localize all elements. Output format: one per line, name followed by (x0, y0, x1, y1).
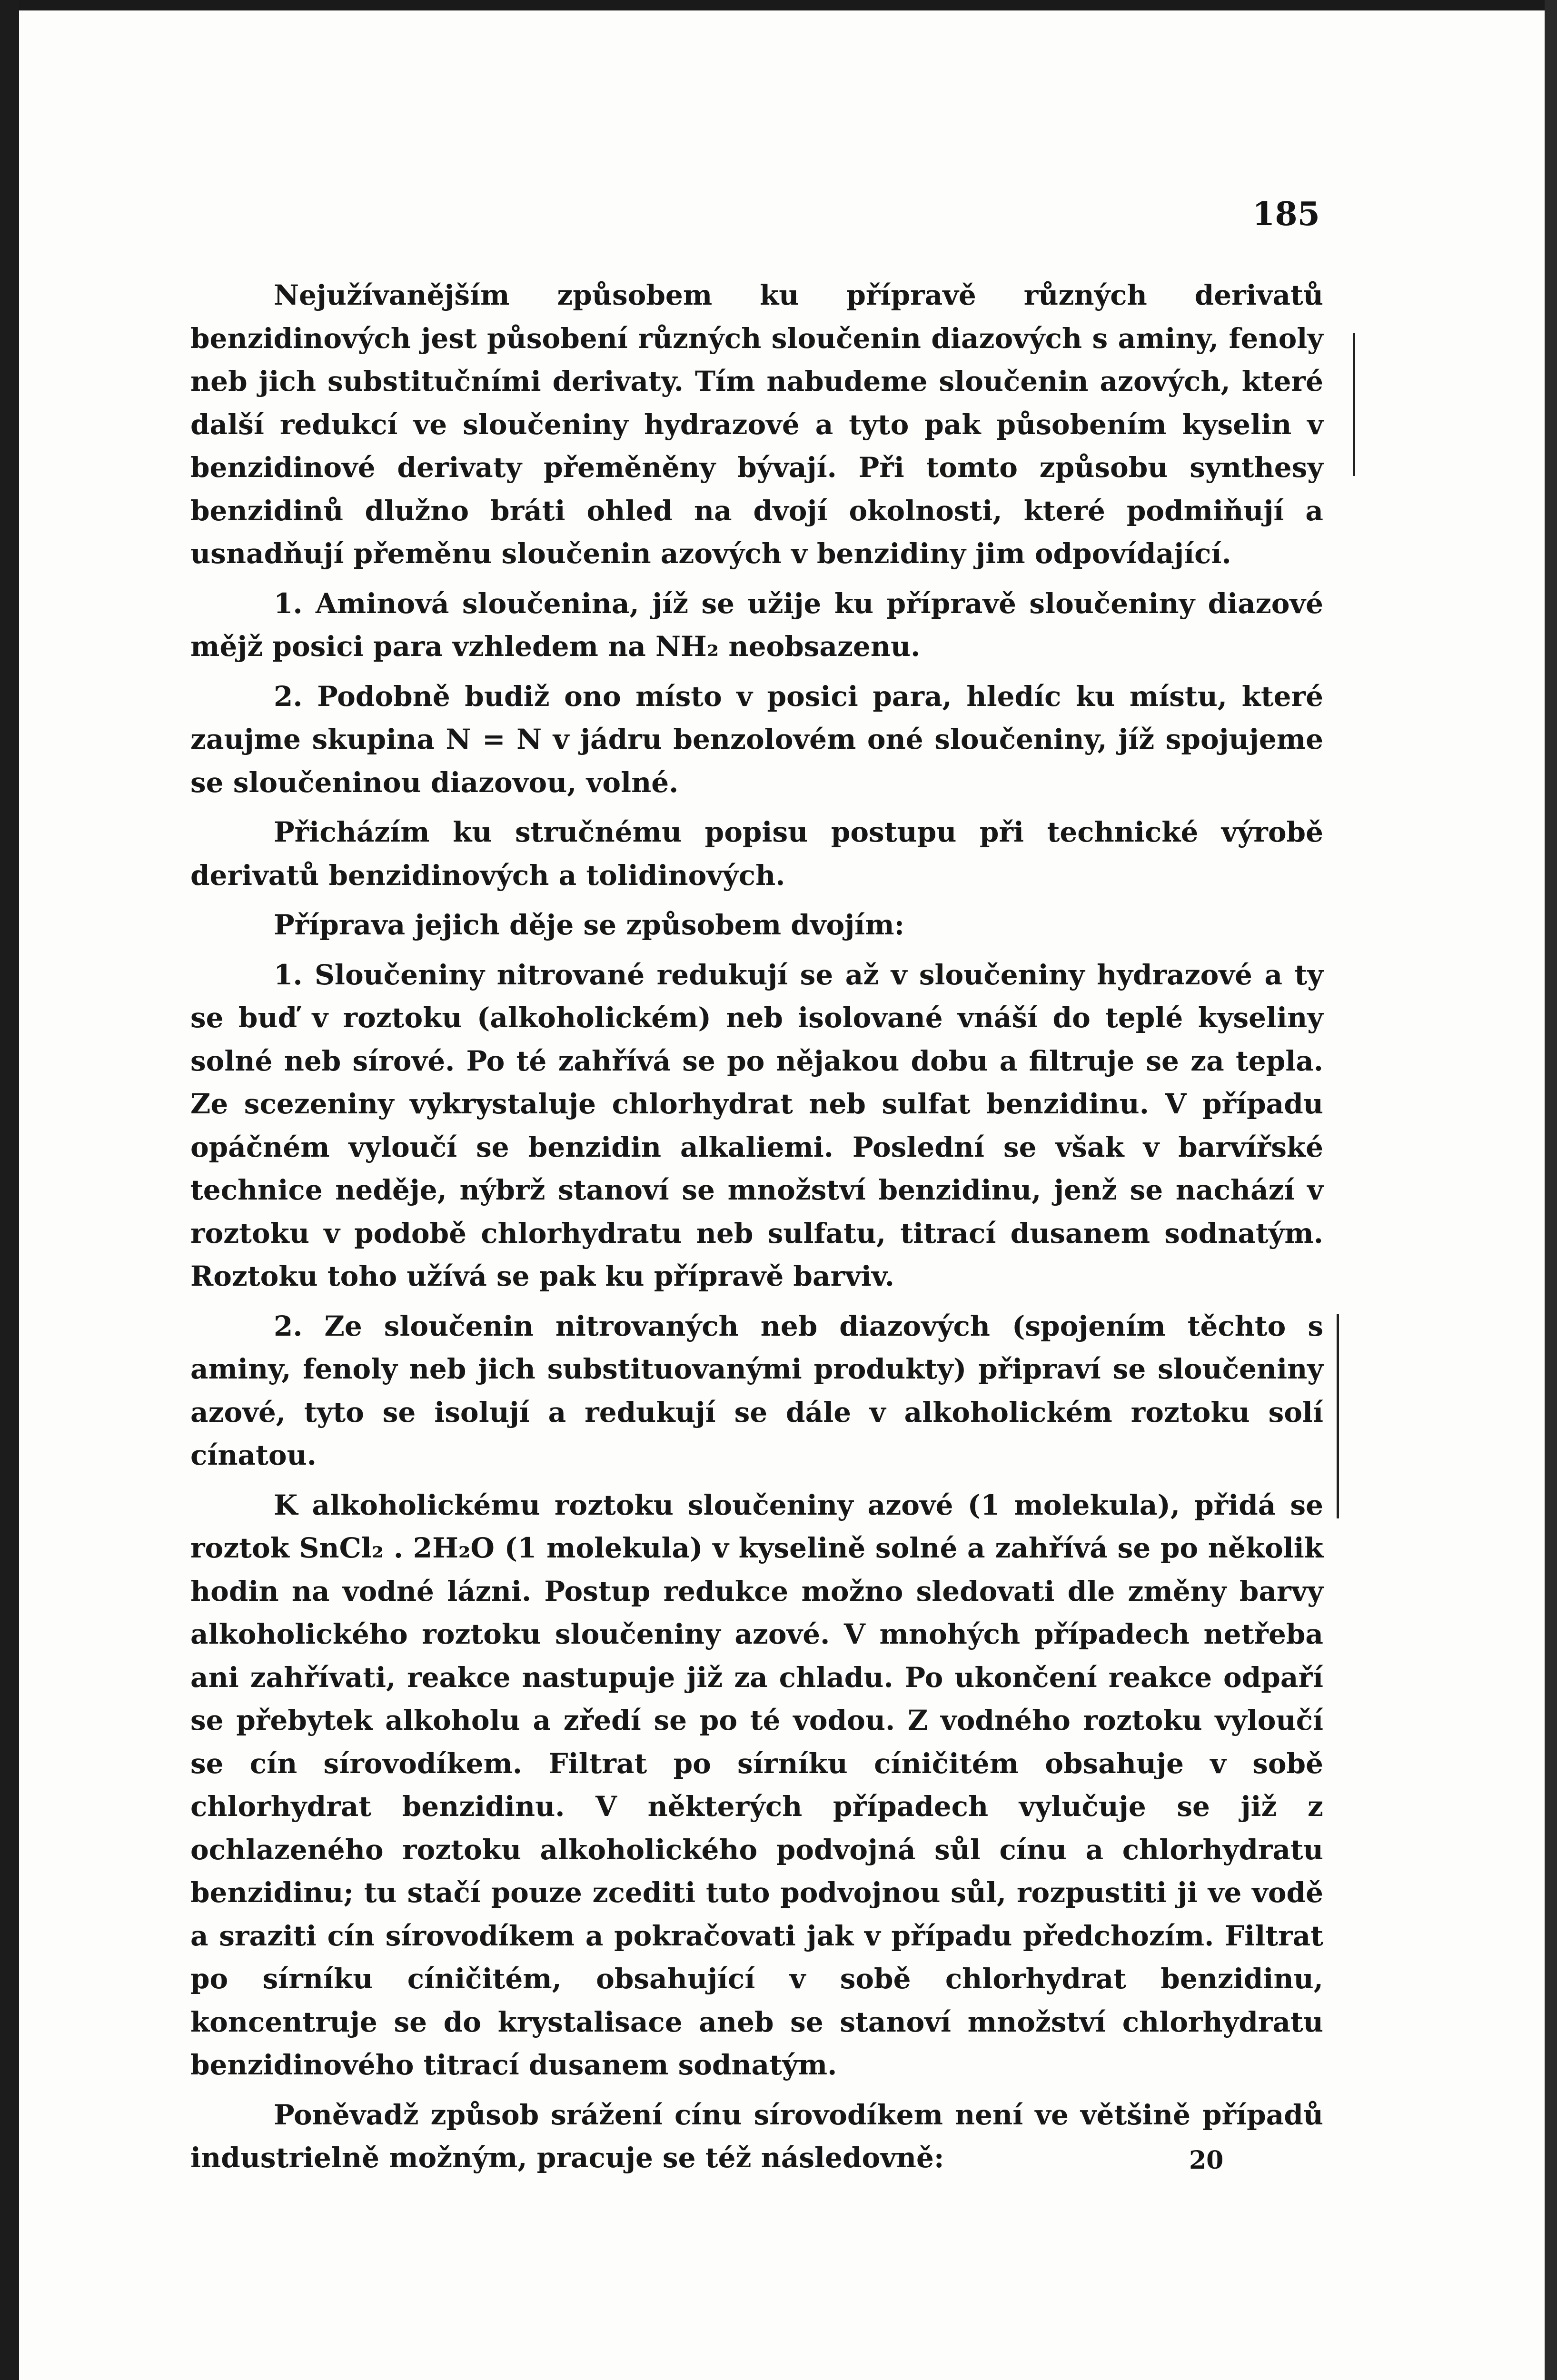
paragraph-intro: Nejužívanějším způsobem ku přípravě různých derivatů benzidinových jest působení různých sloučenin diazových s aminy, fenoly neb jich substitučními derivaty. Tím nabudeme sloučenin azových, které další redukcí ve sloučeniny hydrazové a tyto pak působením kyselin v benzidinové derivaty přeměněny bývají. Při tomto způsobu synthesy benzidinů dlužno bráti ohled na dvojí okolnosti, které podmiňují a usnadňují přeměnu sloučenin azových v benzidiny jim odpovídající. (190, 279, 1323, 570)
paragraph-reduction: K alkoholickému roztoku sloučeniny azové (1 molekula), přidá se roztok SnCl₂ . 2H₂O (1 molekula) v kyselině solné a zahřívá se po několik hodin na vodné lázni. Postup redukce možno sledovati dle změny barvy alkoholického roztoku sloučeniny azové. V mnohých případech netřeba ani zahřívati, reakce nastupuje již za chladu. Po ukončení reakce odpaří se přebytek alkoholu a zředí se po té vodou. Z vodného roztoku vyloučí se cín sírovodíkem. Filtrat po sírníku cíničitém obsahuje v sobě chlorhydrat benzidinu. V některých případech vylučuje se již z ochlazeného roztoku alkoholického podvojná sůl cínu a chlorhydratu benzidinu; tu stačí pouze zceditі tuto podvojnou sůl, rozpustiti ji ve vodě a sraziti cín sírovodíkem a pokračovati jak v případu předchozím. Filtrat po sírníku cíničitém, obsahující v sobě chlorhydrat benzidinu, koncentruje se do krystalisace aneb se stanoví množství chlorhydratu benzidinového titrací dusanem sodnatým. (190, 1488, 1323, 2081)
paragraph-preparation-heading: Příprava jejich děje se způsobem dvojím: (274, 909, 904, 941)
paragraph-method-2: 2. Ze sloučenin nitrovaných neb diazových (spojením těchto s aminy, fenoly neb jich substituovanými produkty) připraví se sloučeniny azové, tyto se isolují a redukují se dále v alkoholickém roztoku solí cínatou. (190, 1309, 1323, 1471)
paragraph-method-1: 1. Sloučeniny nitrované redukují se až v sloučeniny hydrazové a ty se buď v roztoku (alkoholickém) neb isolované vnáší do teplé kyseliny solné neb sírové. Po té zahřívá se po nějakou dobu a filtruje se za tepla. Ze scezeniny vykrystaluje chlorhydrat neb sulfat benzidinu. V případu opáčném vyloučí se benzidin alkaliemi. Poslední se však v barvířské technice neděje, nýbrž stanoví se množství benzidinu, jenž se nachází v roztoku v podobě chlorhydratu neb sulfatu, titrací dusanem sodnatým. Roztoku toho užívá se pak ku přípravě barviv. (190, 958, 1323, 1292)
body-text (190, 274, 1323, 2186)
paragraph-transition: Přicházím ku stručnému popisu postupu při technické výrobě derivatů benzidinových a tolidinových. (190, 816, 1323, 892)
scan-edge-left (0, 0, 19, 2380)
margin-mark (1337, 1314, 1339, 1518)
scan-edge-top (0, 0, 1557, 10)
scan-edge-right (1545, 0, 1557, 2380)
paragraph-condition-1: 1. Aminová sloučenina, jíž se užije ku přípravě sloučeniny diazové mějž posici para vzhledem na NH₂ neobsazenu. (190, 587, 1323, 663)
signature-mark: 20 (1189, 2146, 1224, 2175)
paragraph-condition-2: 2. Podobně budiž ono místo v posici para, hledíc ku místu, které zaujme skupina N = N v jádru benzolovém oné sloučeniny, jíž spojujeme se sloučeninou diazovou, volné. (190, 680, 1323, 799)
paragraph-alternative: Poněvadž způsob srážení cínu sírovodíkem není ve většině případů industrielně možným, pracuje se též následovně: (190, 2098, 1323, 2174)
page-number: 185 (1252, 195, 1320, 233)
margin-mark (1353, 333, 1355, 476)
